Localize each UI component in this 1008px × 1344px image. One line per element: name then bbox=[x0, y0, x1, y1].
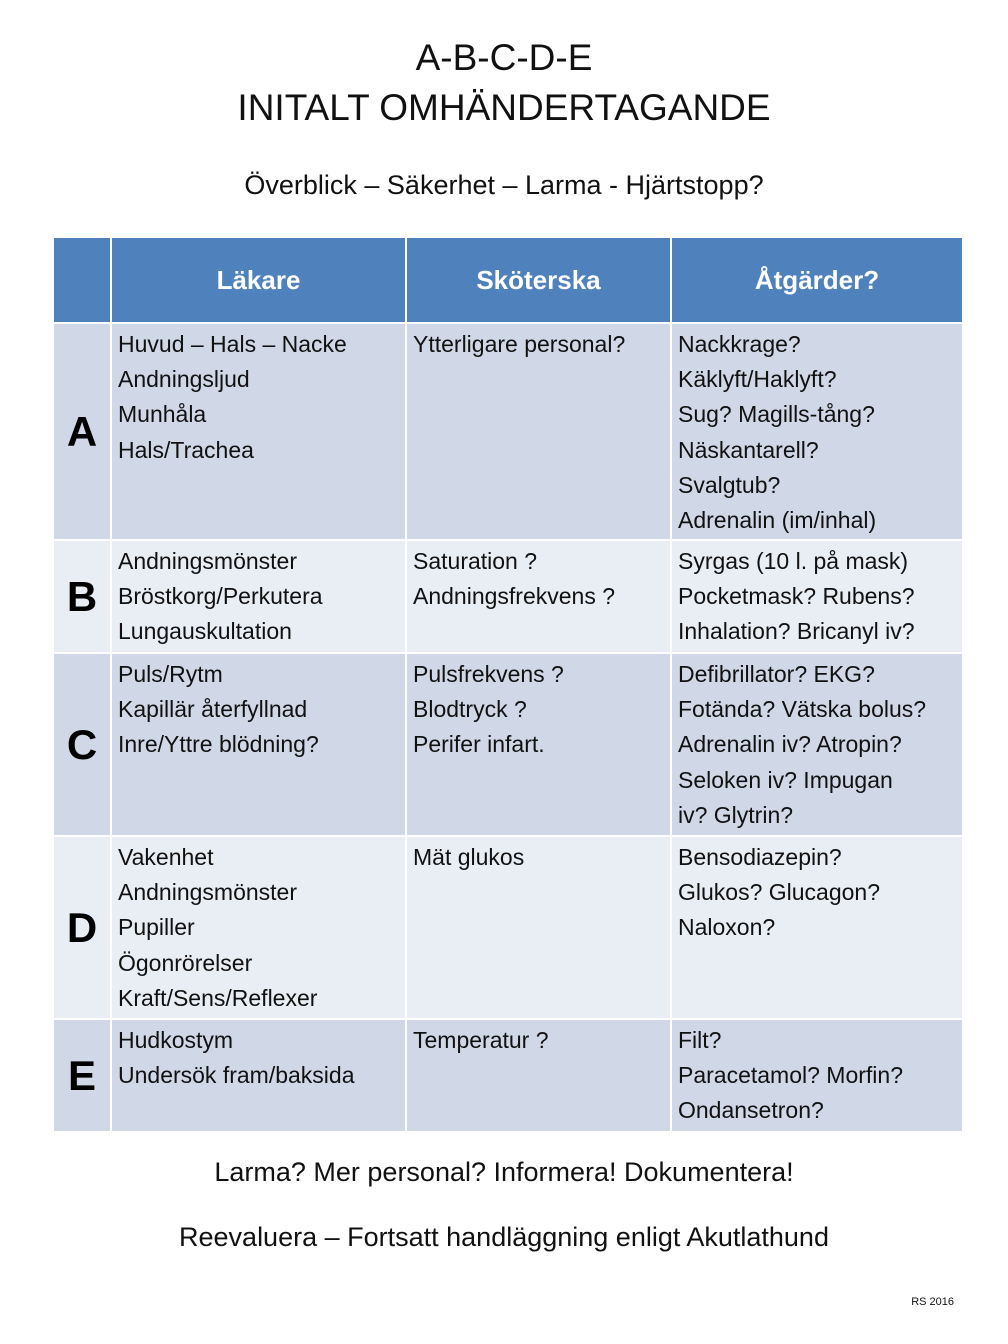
cell-atgarder bbox=[671, 323, 963, 540]
table-row-a bbox=[53, 323, 963, 540]
cell-line: Kapillär återfyllnad bbox=[118, 696, 308, 723]
cell-line: Andningsfrekvens ? bbox=[413, 583, 616, 610]
cell-atgarder bbox=[671, 653, 963, 836]
table-header-row bbox=[53, 237, 963, 323]
cell-line: Svalgtub? bbox=[678, 471, 781, 498]
cell-line: Defibrillator? EKG? bbox=[678, 661, 875, 687]
row-letter: E bbox=[53, 1019, 111, 1132]
cell-line: Hals/Trachea bbox=[118, 436, 254, 463]
credit-label: RS 2016 bbox=[911, 1296, 954, 1308]
cell-line: Inhalation? Bricanyl iv? bbox=[678, 618, 915, 645]
cell-line: Näskantarell? bbox=[678, 436, 819, 463]
cell-atgarder bbox=[671, 1019, 963, 1132]
cell-line: Pupiller bbox=[118, 914, 195, 941]
cell-skoterska bbox=[406, 836, 671, 1019]
footer-line-1: Larma? Mer personal? Informera! Dokumentera! bbox=[214, 1157, 794, 1187]
table-row-b bbox=[53, 540, 963, 653]
cell-line: Undersök fram/baksida bbox=[118, 1062, 355, 1089]
cell-lakare bbox=[111, 1019, 406, 1132]
row-letter: A bbox=[53, 323, 111, 540]
cell-line: Bensodiazepin? bbox=[678, 844, 842, 870]
cell-line: Hudkostym bbox=[118, 1027, 234, 1053]
cell-line: Nackkrage? bbox=[678, 331, 801, 357]
title-line-2: INITALT OMHÄNDERTAGANDE bbox=[237, 87, 771, 128]
cell-line: Puls/Rytm bbox=[118, 661, 223, 687]
cell-line: Andningsljud bbox=[118, 366, 250, 393]
abcde-table bbox=[52, 236, 964, 1133]
cell-line: Adrenalin iv? Atropin? bbox=[678, 731, 902, 758]
title-line-1: A-B-C-D-E bbox=[415, 37, 593, 78]
cell-line: Paracetamol? Morfin? bbox=[678, 1062, 903, 1089]
cell-line: Munhåla bbox=[118, 401, 207, 428]
cell-line: Inre/Yttre blödning? bbox=[118, 731, 319, 758]
cell-atgarder bbox=[671, 540, 963, 653]
cell-line: Käklyft/Haklyft? bbox=[678, 366, 837, 393]
table-row-d bbox=[53, 836, 963, 1019]
cell-line: Adrenalin (im/inhal) bbox=[678, 507, 877, 534]
cell-line: Ytterligare personal? bbox=[413, 331, 626, 357]
cell-skoterska bbox=[406, 1019, 671, 1132]
cell-line: Huvud – Hals – Nacke bbox=[118, 331, 347, 357]
cell-line: Mät glukos bbox=[413, 844, 525, 870]
cell-line: Pulsfrekvens ? bbox=[413, 661, 564, 687]
cell-line: Seloken iv? Impugan bbox=[678, 766, 893, 793]
cell-line: Lungauskultation bbox=[118, 618, 292, 645]
cell-line: Naloxon? bbox=[678, 914, 776, 941]
cell-line: Fotända? Vätska bolus? bbox=[678, 696, 927, 723]
row-letter: B bbox=[53, 540, 111, 653]
cell-lakare bbox=[111, 653, 406, 836]
row-letter: C bbox=[53, 653, 111, 836]
cell-line: Kraft/Sens/Reflexer bbox=[118, 984, 318, 1011]
cell-line: Bröstkorg/Perkutera bbox=[118, 583, 323, 610]
cell-line: Sug? Magills-tång? bbox=[678, 401, 875, 428]
cell-line: Blodtryck ? bbox=[413, 696, 527, 723]
cell-skoterska bbox=[406, 540, 671, 653]
cell-line: iv? Glytrin? bbox=[678, 801, 794, 828]
cell-line: Ögonrörelser bbox=[118, 949, 253, 976]
cell-lakare bbox=[111, 540, 406, 653]
header-skoterska: Sköterska bbox=[406, 237, 671, 323]
table-row-c bbox=[53, 653, 963, 836]
cell-skoterska bbox=[406, 323, 671, 540]
cell-atgarder bbox=[671, 836, 963, 1019]
cell-line: Temperatur ? bbox=[413, 1027, 549, 1053]
table-row-e bbox=[53, 1019, 963, 1132]
cell-line: Ondansetron? bbox=[678, 1097, 824, 1124]
cell-line: Filt? bbox=[678, 1027, 722, 1053]
cell-line: Andningsmönster bbox=[118, 548, 297, 574]
cell-line: Andningsmönster bbox=[118, 879, 297, 906]
footer-line-2: Reevaluera – Fortsatt handläggning enligt Akutlathund bbox=[179, 1222, 829, 1252]
header-empty bbox=[53, 237, 111, 323]
header-lakare: Läkare bbox=[111, 237, 406, 323]
subtitle: Överblick – Säkerhet – Larma - Hjärtstopp? bbox=[244, 170, 764, 200]
cell-line: Saturation ? bbox=[413, 548, 538, 574]
cell-line: Perifer infart. bbox=[413, 731, 545, 758]
cell-line: Vakenhet bbox=[118, 844, 214, 870]
row-letter: D bbox=[53, 836, 111, 1019]
cell-skoterska bbox=[406, 653, 671, 836]
header-atgarder: Åtgärder? bbox=[671, 237, 963, 323]
cell-line: Syrgas (10 l. på mask) bbox=[678, 548, 909, 574]
cell-lakare bbox=[111, 836, 406, 1019]
cell-line: Pocketmask? Rubens? bbox=[678, 583, 915, 610]
cell-line: Glukos? Glucagon? bbox=[678, 879, 881, 906]
cell-lakare bbox=[111, 323, 406, 540]
